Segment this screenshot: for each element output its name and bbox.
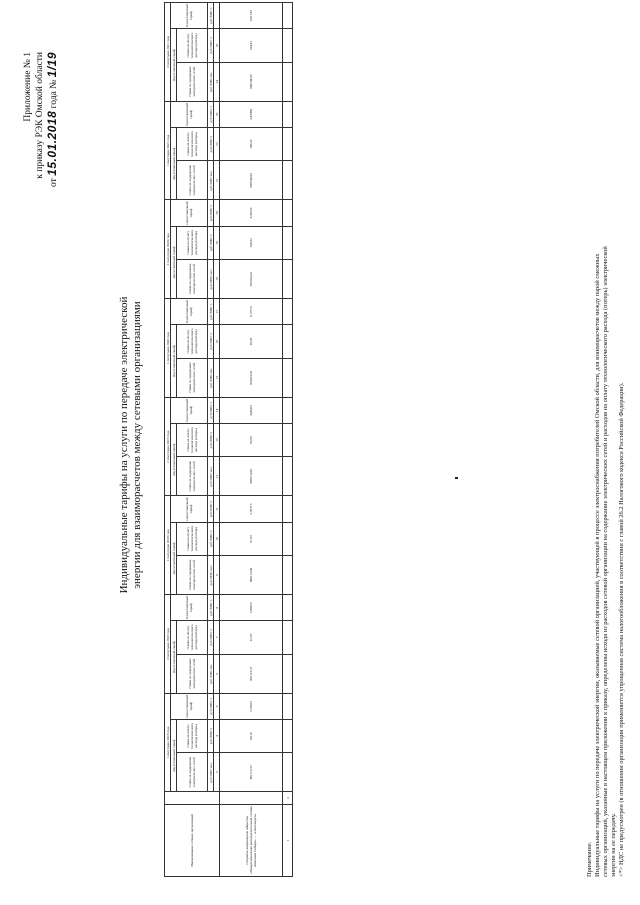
notes-line-1: Индивидуальные тарифы на услуги по передаче электрической энергии, оказываемые сетевой организацией, участвующей в процессе электроснабжения потребителей Омской области, для взаиморасчетов между парой смежных [594, 253, 601, 877]
empty-cell [283, 29, 293, 62]
appendix-year-label: года № [49, 79, 59, 109]
column-number: 5 [214, 693, 220, 719]
tariff-value: 95,95 [220, 325, 283, 358]
table-row [220, 3, 283, 877]
notes-heading: Примечание. [586, 841, 593, 877]
notes-footnote: <*> НДС не предусмотрен (в отношении организации применяется упрощенная система налогообложения в соответствии с главой 26.2 Налогового кодекса Российской Федерации). [618, 382, 625, 877]
unit-losses: руб./МВт·ч [208, 621, 214, 654]
empty-cell [283, 522, 293, 555]
empty-cell [283, 101, 293, 127]
scan-speck [455, 477, 458, 479]
unit-losses: руб./МВт·ч [208, 423, 214, 456]
tariff-value: 91,67 [220, 522, 283, 555]
unit-maintenance: руб./МВт·мес. [208, 457, 214, 496]
appendix-block [22, 52, 60, 312]
tariff-value: 980744,93 [220, 62, 283, 101]
column-number: 10 [214, 522, 220, 555]
unit-maintenance: руб./МВт·мес. [208, 555, 214, 594]
maintenance-rate-header: ставка за содержание электрических сетей [177, 457, 208, 496]
appendix-date: 15.01.2018 [45, 110, 59, 176]
notes-block [586, 17, 626, 877]
column-number: 2 [283, 792, 293, 804]
one-part-tariff-header: Одноставочный тариф [171, 3, 208, 29]
one-part-tariff-header: Одноставочный тариф [171, 693, 208, 719]
column-number: 1 [283, 804, 293, 876]
unit-one-part: руб./МВт·ч [208, 693, 214, 719]
column-number: 14 [214, 397, 220, 423]
empty-cell [283, 3, 293, 29]
tariff-value: 980744,93 [220, 161, 283, 200]
period-header: 2 полугодие 2018 года [165, 595, 171, 694]
tariff-value: 888113,00 [220, 555, 283, 594]
empty-cell [283, 128, 293, 161]
unit-column-header [165, 792, 220, 804]
tariff-table [164, 2, 293, 877]
losses-rate-header: ставка на оплату технологического расхода (потерь) [177, 325, 208, 358]
organization-name: Открытое акционерное общество «Межрегиональная распределительная сетевая компания Сибири» — «Омскэнерго» [220, 804, 283, 876]
tariff-value: 100,32 [220, 226, 283, 259]
unit-losses: руб./МВт·ч [208, 128, 214, 161]
period-header: 2 полугодие 2020 года [165, 200, 171, 299]
one-part-tariff-header: Одноставочный тариф [171, 200, 208, 226]
column-number: 21 [214, 161, 220, 200]
period-header: 1 полугодие 2019 года [165, 496, 171, 595]
losses-rate-header: ставка на оплату технологического расхода (потерь) [177, 226, 208, 259]
empty-cell [283, 358, 293, 397]
column-number: 7 [214, 621, 220, 654]
document-title [118, 165, 144, 725]
tariff-value: 95,95 [220, 423, 283, 456]
losses-rate-header: ставка на оплату технологического расхода (потерь) [177, 719, 208, 752]
one-part-tariff-header: Одноставочный тариф [171, 397, 208, 423]
tariff-value: 861112,57 [220, 654, 283, 693]
column-number: 17 [214, 299, 220, 325]
unit-one-part: руб./МВт·ч [208, 595, 214, 621]
empty-cell [283, 595, 293, 621]
unit-one-part: руб./МВт·ч [208, 397, 214, 423]
period-header: 2 полугодие 2021 года [165, 3, 171, 102]
empty-cell [283, 299, 293, 325]
appendix-number: Приложение № 1 [23, 52, 33, 122]
unit-maintenance: руб./МВт·мес. [208, 753, 214, 792]
unit-one-part: руб./МВт·ч [208, 200, 214, 226]
two-part-tariff-header: Двухставочный тариф [171, 29, 177, 101]
appendix-order-ref: к приказу РЭК Омской области [35, 52, 45, 179]
column-number: 13 [214, 423, 220, 456]
losses-rate-header: ставка на оплату технологического расхода (потерь) [177, 621, 208, 654]
two-part-tariff-header: Двухставочный тариф [171, 522, 177, 594]
empty-cell [283, 325, 293, 358]
tariff-value: 90,16 [220, 719, 283, 752]
tariff-value: 861112,57 [220, 753, 283, 792]
notes-line-2: сетевых организаций, указанные в настоящем приложении к приказу, определены исходя из расходов сетевой организации на содержание электрических сетей и расходов на оплату технологического расхода (потерь) электрической [602, 246, 609, 877]
column-number: 18 [214, 259, 220, 298]
two-part-tariff-header: Двухставочный тариф [171, 325, 177, 397]
column-number: 19 [214, 226, 220, 259]
empty-cell [283, 226, 293, 259]
unit-maintenance: руб./МВт·мес. [208, 259, 214, 298]
column-number: 4 [214, 719, 220, 752]
empty-cell [283, 62, 293, 101]
unit-losses: руб./МВт·ч [208, 226, 214, 259]
tariff-value: 3,42860 [220, 101, 283, 127]
tariff-value: 3,34110 [220, 200, 283, 226]
unit-one-part: руб./МВт·ч [208, 496, 214, 522]
period-header: 2 полугодие 2019 года [165, 397, 171, 496]
empty-cell [283, 423, 293, 456]
losses-rate-header: ставка на оплату технологического расхода (потерь) [177, 423, 208, 456]
maintenance-rate-header: ставка за содержание электрических сетей [177, 358, 208, 397]
appendix-from-label: от [49, 178, 59, 187]
column-number: 11 [214, 496, 220, 522]
empty-cell [283, 753, 293, 792]
empty-cell [283, 693, 293, 719]
unit-losses: руб./МВт·ч [208, 522, 214, 555]
two-part-tariff-header: Двухставочный тариф [171, 226, 177, 298]
one-part-tariff-header: Одноставочный тариф [171, 496, 208, 522]
unit-cell [220, 792, 283, 804]
empty-cell [283, 496, 293, 522]
tariff-value: 2,95715 [220, 496, 283, 522]
empty-cell [283, 719, 293, 752]
tariff-value: 91,67 [220, 621, 283, 654]
maintenance-rate-header: ставка за содержание электрических сетей [177, 62, 208, 101]
empty-cell [283, 161, 293, 200]
empty-cell [283, 200, 293, 226]
empty-cell [283, 555, 293, 594]
column-number: 20 [214, 200, 220, 226]
appendix-order-number: 1/19 [45, 52, 59, 78]
tariff-value: 932010,01 [220, 358, 283, 397]
tariff-value: 100,32 [220, 128, 283, 161]
tariff-value: 3,17515 [220, 299, 283, 325]
two-part-tariff-header: Двухставочный тариф [171, 128, 177, 200]
empty-cell [283, 457, 293, 496]
column-number: 9 [214, 555, 220, 594]
two-part-tariff-header: Двухставочный тариф [171, 719, 177, 791]
empty-cell [283, 654, 293, 693]
one-part-tariff-header: Одноставочный тариф [171, 101, 208, 127]
tariff-value: 932010,01 [220, 259, 283, 298]
unit-maintenance: руб./МВт·мес. [208, 358, 214, 397]
tariff-value: 104,91 [220, 29, 283, 62]
column-number: 25 [214, 29, 220, 62]
column-number: 24 [214, 62, 220, 101]
losses-rate-header: ставка на оплату технологического расхода (потерь) [177, 29, 208, 62]
unit-losses: руб./МВт·ч [208, 29, 214, 62]
tariff-value: 3,61233 [220, 3, 283, 29]
maintenance-rate-header: ставка за содержание электрических сетей [177, 259, 208, 298]
period-header: 1 полугодие 2021 года [165, 101, 171, 200]
unit-one-part: руб./МВт·ч [208, 299, 214, 325]
column-number: 15 [214, 358, 220, 397]
unit-losses: руб./МВт·ч [208, 719, 214, 752]
column-number: 6 [214, 654, 220, 693]
name-column-header: Наименование сетевых организаций [165, 804, 220, 876]
unit-one-part: руб./МВт·ч [208, 3, 214, 29]
empty-cell [283, 621, 293, 654]
tariff-value: 2,89415 [220, 595, 283, 621]
empty-cell [283, 259, 293, 298]
tariff-value: 888113,00 [220, 457, 283, 496]
two-part-tariff-header: Двухставочный тариф [171, 621, 177, 693]
column-number: 3 [214, 753, 220, 792]
maintenance-rate-header: ставка за содержание электрических сетей [177, 654, 208, 693]
period-header: 1 полугодие 2018 года [165, 693, 171, 792]
column-number: 16 [214, 325, 220, 358]
period-header: 1 полугодие 2020 года [165, 299, 171, 398]
unit-one-part: руб./МВт·ч [208, 101, 214, 127]
document-title-line-2: энергии для взаиморасчетов между сетевыми организациями [131, 301, 143, 589]
column-number: 22 [214, 128, 220, 161]
one-part-tariff-header: Одноставочный тариф [171, 595, 208, 621]
column-number: 8 [214, 595, 220, 621]
maintenance-rate-header: ставка за содержание электрических сетей [177, 161, 208, 200]
unit-maintenance: руб./МВт·мес. [208, 62, 214, 101]
maintenance-rate-header: ставка за содержание электрических сетей [177, 753, 208, 792]
table-row [177, 3, 208, 877]
losses-rate-header: ставка на оплату технологического расхода (потерь) [177, 128, 208, 161]
appendix-date-line [46, 52, 60, 312]
tariff-value: 3,08415 [220, 397, 283, 423]
unit-maintenance: руб./МВт·мес. [208, 161, 214, 200]
two-part-tariff-header: Двухставочный тариф [171, 423, 177, 495]
unit-losses: руб./МВт·ч [208, 325, 214, 358]
column-number: 12 [214, 457, 220, 496]
document-title-line-1: Индивидуальные тарифы на услуги по передаче электрической [118, 296, 130, 594]
losses-rate-header: ставка на оплату технологического расхода (потерь) [177, 522, 208, 555]
one-part-tariff-header: Одноставочный тариф [171, 299, 208, 325]
table-row [283, 3, 293, 877]
empty-cell [283, 397, 293, 423]
tariff-value: 2,78015 [220, 693, 283, 719]
maintenance-rate-header: ставка за содержание электрических сетей [177, 555, 208, 594]
unit-maintenance: руб./МВт·мес. [208, 654, 214, 693]
notes-line-3: энергии на ее передачу. [610, 813, 617, 877]
column-number: 23 [214, 101, 220, 127]
